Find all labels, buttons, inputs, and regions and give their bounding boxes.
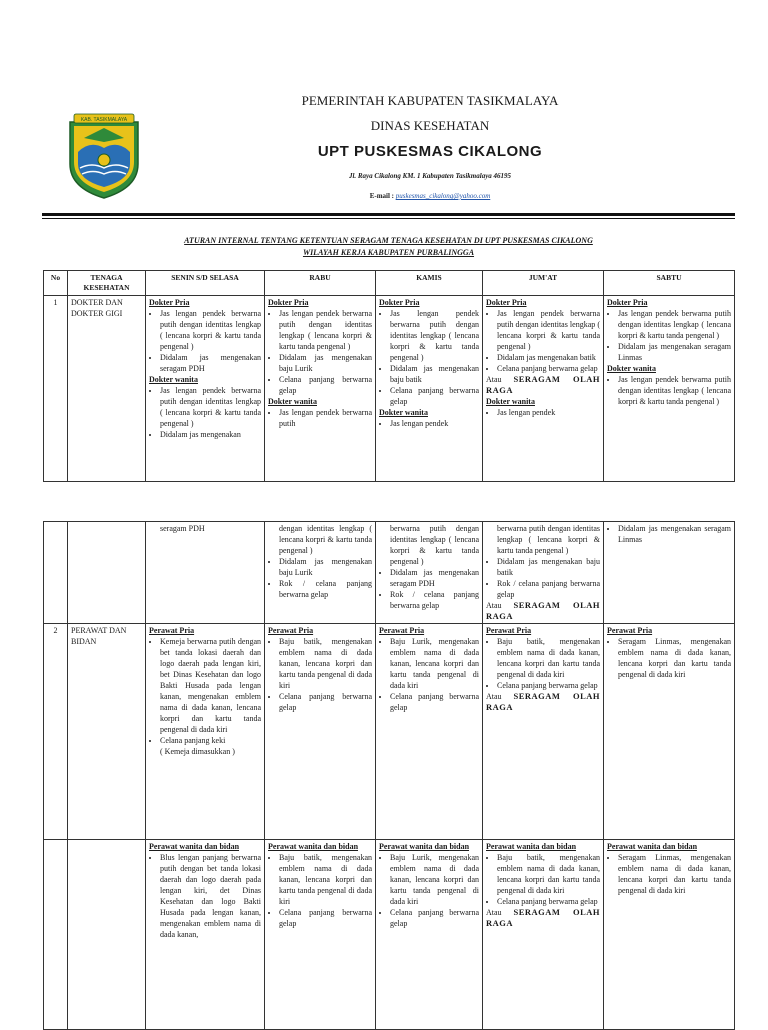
- cont-jumat: [483, 522, 604, 624]
- cell-rabu: [265, 840, 376, 1030]
- cont-no-empty: [44, 522, 68, 624]
- label-dokter-pria: Dokter Pria: [379, 298, 420, 307]
- list-item: • Jas lengan pendek berwarna putih dengan identitas lengkap ( lencana korpri & kartu tanda pengenal ): [390, 308, 479, 363]
- row3-no-empty: [44, 840, 68, 1030]
- cell-kamis: [376, 296, 483, 482]
- list-item: • Didalam jas mengenakan baju Lurik: [279, 556, 372, 578]
- list-item: • Celana panjang berwarna gelap: [497, 363, 600, 374]
- cont-sabtu: [604, 522, 735, 624]
- table-row: [44, 296, 735, 482]
- table-row: [44, 840, 735, 1030]
- list-item: • Celana panjang berwarna gelap: [390, 691, 479, 713]
- list-item: • Didalam jas mengenakan baju Lurik: [279, 352, 372, 374]
- atau-text: Atau: [486, 692, 502, 701]
- atau-text: Atau: [486, 601, 502, 610]
- label-perawat-wanita: Perawat wanita dan bidan: [486, 842, 577, 851]
- col-header-senin: SENIN S/D SELASA: [146, 271, 265, 296]
- seragam-olah-raga-text: SERAGAM OLAH RAGA: [486, 691, 601, 712]
- list-item: • Didalam jas mengenakan seragam Linmas: [618, 341, 731, 363]
- col-header-jumat: JUM'AT: [483, 271, 604, 296]
- list-item: • Didalam jas mengenakan baju batik: [390, 363, 479, 385]
- header-line-1: PEMERINTAH KABUPATEN TASIKMALAYA: [301, 93, 559, 108]
- cell-senin: [146, 624, 265, 840]
- cell-sabtu: [604, 840, 735, 1030]
- cell-jumat: [483, 296, 604, 482]
- list-item: • Celana panjang berwarna gelap: [497, 896, 600, 907]
- list-item: dengan identitas lengkap ( lencana korpri & kartu tanda pengenal ): [279, 524, 372, 555]
- header-rule-thick: [42, 213, 735, 216]
- row3-tenaga-empty: [68, 840, 146, 1030]
- label-dokter-pria: Dokter Pria: [149, 298, 190, 307]
- list-item: • Jas lengan pendek: [497, 407, 600, 418]
- list-item: • Didalam jas mengenakan seragam PDH: [160, 352, 261, 374]
- list-item: • Jas lengan pendek berwarna putih dengan identitas lengkap ( lencana korpri & kartu tanda pengenal ): [160, 385, 261, 429]
- list-item: ( Kemeja dimasukkan ): [160, 747, 235, 756]
- list-item: • Celana panjang berwarna gelap: [279, 907, 372, 929]
- list-item: • Celana panjang berwarna gelap: [279, 374, 372, 396]
- list-item: • Didalam jas mengenakan seragam PDH: [390, 567, 479, 589]
- list-item: • Jas lengan pendek berwarna putih: [279, 407, 372, 429]
- list-item: • Baju batik, mengenakan emblem nama di dada kanan, lencana korpri dan kartu tanda pengenal di dada kiri: [497, 636, 600, 680]
- cell-senin: [146, 840, 265, 1030]
- label-perawat-pria: Perawat Pria: [379, 626, 425, 635]
- list-item: • Kemeja berwarna putih dengan bet tanda lokasi daerah dan logo daerah pada lengan kiri, bet Dinas Kesehatan dan logo Bakti Husada pada lengan kanan, mengenakan emblem nama di dada kanan, lencana korpri dan kartu tanda pengenal di dada kiri: [160, 636, 261, 735]
- label-perawat-wanita: Perawat wanita dan bidan: [379, 842, 470, 851]
- header-address: Jl. Raya Cikalong KM. 1 Kabupaten Tasikmalaya 46195: [348, 172, 512, 180]
- label-perawat-wanita: Perawat wanita dan bidan: [268, 842, 359, 851]
- uniform-table-page-2: [43, 521, 735, 1030]
- list-item: • Didalam jas mengenakan baju batik: [497, 556, 600, 578]
- label-dokter-wanita: Dokter wanita: [379, 408, 428, 417]
- list-item: • Celana panjang berwarna gelap: [390, 907, 479, 929]
- label-perawat-wanita: Perawat wanita dan bidan: [607, 842, 698, 851]
- header-rule-thin: [42, 218, 735, 219]
- list-item: • Baju Lurik, mengenakan emblem nama di dada kanan, lencana korpri dan kartu tanda pengenal di dada kiri: [390, 852, 479, 907]
- cell-rabu: [265, 296, 376, 482]
- table-row: [44, 624, 735, 840]
- cell-jumat: [483, 840, 604, 1030]
- list-item: • Baju batik, mengenakan emblem nama di dada kanan, lencana korpri dan kartu tanda pengenal di dada kiri: [279, 852, 372, 907]
- label-perawat-pria: Perawat Pria: [149, 626, 195, 635]
- logo-ribbon-text: KAB. TASIKMALAYA: [80, 117, 128, 123]
- label-dokter-wanita: Dokter wanita: [486, 397, 535, 406]
- row-tenaga: DOKTER DAN DOKTER GIGI: [68, 296, 146, 482]
- list-item: • Celana panjang keki: [160, 735, 261, 746]
- list-item: • Didalam jas mengenakan: [160, 429, 261, 440]
- email-label: E-mail :: [369, 192, 395, 200]
- list-item: berwarna putih dengan identitas lengkap ( lencana korpri & kartu tanda pengenal ): [390, 524, 479, 566]
- list-item: berwarna putih dengan identitas lengkap ( lencana korpri & kartu tanda pengenal ): [497, 524, 600, 555]
- col-header-sabtu: SABTU: [604, 271, 735, 296]
- document-title-line-2: WILAYAH KERJA KABUPATEN PURBALINGGA: [302, 248, 475, 257]
- kabupaten-logo-icon: [66, 112, 142, 200]
- list-item: • Jas lengan pendek: [390, 418, 479, 429]
- atau-text: Atau: [486, 375, 502, 384]
- list-item: • Seragam Linmas, mengenakan emblem nama di dada kanan, lencana korpri dan kartu tanda pengenal di dada kiri: [618, 636, 731, 680]
- cont-rabu: [265, 522, 376, 624]
- list-item: • Seragam Linmas, mengenakan emblem nama di dada kanan, lencana korpri dan kartu tanda pengenal di dada kiri: [618, 852, 731, 896]
- list-item: • Rok / celana panjang berwarna gelap: [279, 578, 372, 600]
- list-item: seragam PDH: [160, 524, 205, 533]
- row-tenaga: PERAWAT DAN BIDAN: [68, 624, 146, 840]
- cell-sabtu: [604, 296, 735, 482]
- row-no: 1: [44, 296, 68, 482]
- list-item: • Didalam jas mengenakan batik: [497, 352, 600, 363]
- label-dokter-pria: Dokter Pria: [268, 298, 309, 307]
- label-dokter-pria: Dokter Pria: [486, 298, 527, 307]
- atau-text: Atau: [486, 908, 502, 917]
- col-header-tenaga: TENAGA KESEHATAN: [68, 271, 146, 296]
- list-item: • Jas lengan pendek berwarna putih dengan identitas lengkap ( lencana korpri & kartu tanda pengenal ): [497, 308, 600, 352]
- cont-kamis: [376, 522, 483, 624]
- list-item: • Baju batik, mengenakan emblem nama di dada kanan, lencana korpri dan kartu tanda pengenal di dada kiri: [497, 852, 600, 896]
- seragam-olah-raga-text: SERAGAM OLAH RAGA: [486, 907, 601, 928]
- col-header-kamis: KAMIS: [376, 271, 483, 296]
- list-item: • Jas lengan pendek berwarna putih dengan identitas lengkap ( lencana korpri & kartu tanda pengenal ): [160, 308, 261, 352]
- list-item: • Jas lengan pendek berwarna putih dengan identitas lengkap ( lencana korpri & kartu tanda pengenal ): [618, 308, 731, 341]
- label-dokter-pria: Dokter Pria: [607, 298, 648, 307]
- cell-kamis: [376, 624, 483, 840]
- list-item: • Celana panjang berwarna gelap: [390, 385, 479, 407]
- list-item: • Celana panjang berwarna gelap: [279, 691, 372, 713]
- label-dokter-wanita: Dokter wanita: [607, 364, 656, 373]
- cell-sabtu: [604, 624, 735, 840]
- cell-senin: [146, 296, 265, 482]
- label-dokter-wanita: Dokter wanita: [268, 397, 317, 406]
- list-item: • Jas lengan pendek berwarna putih dengan identitas lengkap ( lencana korpri & kartu tanda pengenal ): [279, 308, 372, 352]
- list-item: • Rok / celana panjang berwarna gelap: [497, 578, 600, 600]
- list-item: • Celana panjang berwarna gelap: [497, 680, 600, 691]
- document-title-line-1: ATURAN INTERNAL TENTANG KETENTUAN SERAGAM TENAGA KESEHATAN DI UPT PUSKESMAS CIKALONG: [184, 236, 593, 245]
- label-perawat-pria: Perawat Pria: [486, 626, 532, 635]
- uniform-table-page-1: [43, 270, 735, 482]
- header-email-line: [150, 192, 710, 200]
- cont-tenaga-empty: [68, 522, 146, 624]
- list-item: • Baju batik, mengenakan emblem nama di dada kanan, lencana korpri dan kartu tanda pengenal di dada kiri: [279, 636, 372, 691]
- list-item: • Didalam jas mengenakan seragam Linmas: [618, 523, 731, 545]
- cell-kamis: [376, 840, 483, 1030]
- cell-rabu: [265, 624, 376, 840]
- col-header-rabu: RABU: [265, 271, 376, 296]
- table-row: [44, 522, 735, 624]
- row-no: 2: [44, 624, 68, 840]
- list-item: • Rok / celana panjang berwarna gelap: [390, 589, 479, 611]
- list-item: • Blus lengan panjang berwarna putih dengan bet tanda lokasi daerah dan logo daerah pada lengan kiri, det Dinas Kesehatan dan logo Bakti Husada pada lengan kanan, mengenakan emblem nama di dada kanan,: [160, 852, 261, 940]
- label-dokter-wanita: Dokter wanita: [149, 375, 198, 384]
- cell-jumat: [483, 624, 604, 840]
- header-line-3: UPT PUSKESMAS CIKALONG: [317, 143, 543, 160]
- email-link[interactable]: puskesmas_cikalong@yahoo.com: [395, 192, 491, 200]
- label-perawat-wanita: Perawat wanita dan bidan: [149, 842, 240, 851]
- cont-senin: [146, 522, 265, 624]
- col-header-no: No: [44, 271, 68, 296]
- list-item: • Jas lengan pendek berwarna putih dengan identitas lengkap ( lencana korpri & kartu tanda pengenal ): [618, 374, 731, 407]
- header-line-2: DINAS KESEHATAN: [370, 118, 490, 133]
- seragam-olah-raga-text: SERAGAM OLAH RAGA: [486, 600, 601, 621]
- label-perawat-pria: Perawat Pria: [268, 626, 314, 635]
- label-perawat-pria: Perawat Pria: [607, 626, 653, 635]
- seragam-olah-raga-text: SERAGAM OLAH RAGA: [486, 374, 601, 395]
- list-item: • Baju Lurik, mengenakan emblem nama di dada kanan, lencana korpri dan kartu tanda pengenal di dada kiri: [390, 636, 479, 691]
